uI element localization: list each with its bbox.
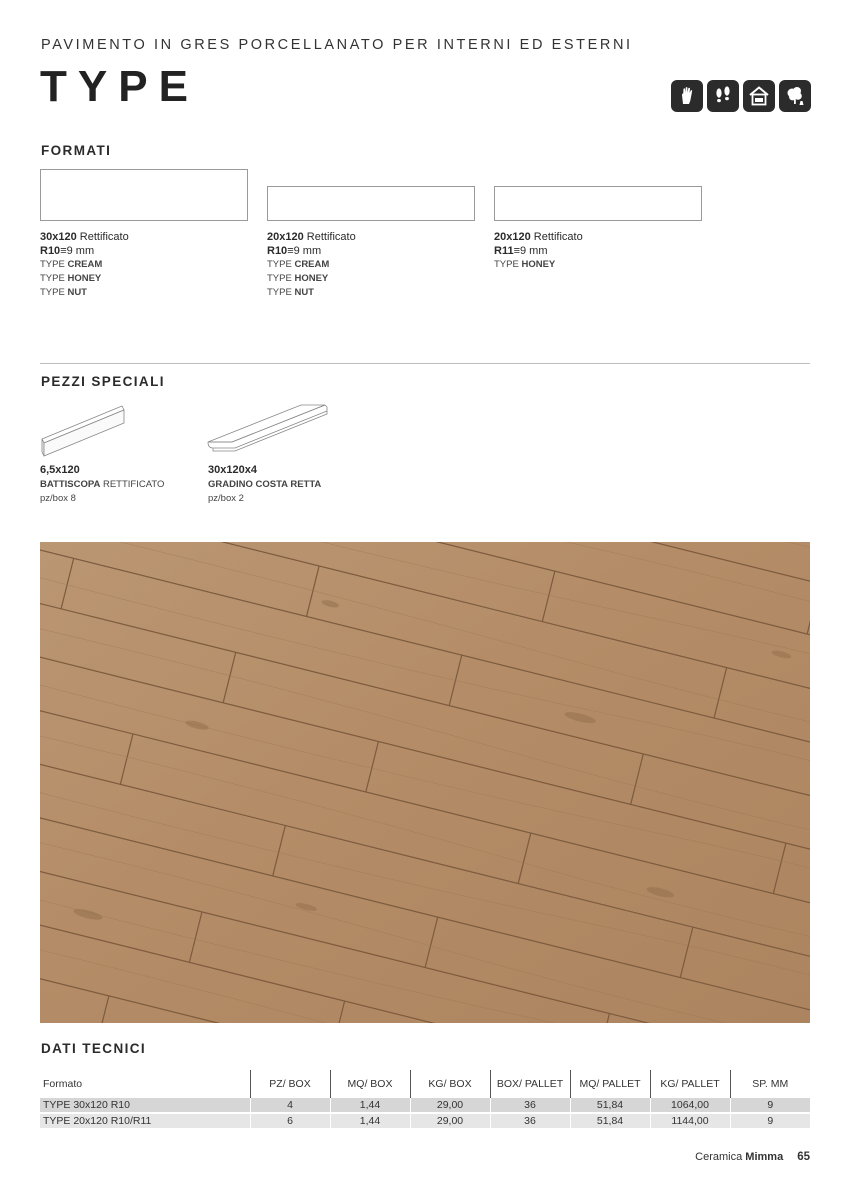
piece-size: 6,5x120 bbox=[40, 464, 80, 476]
format-info-20x120-r11 bbox=[494, 230, 583, 272]
column-header: SP. MM bbox=[730, 1070, 810, 1098]
table-cell: 36 bbox=[490, 1098, 570, 1113]
table-cell: 1,44 bbox=[330, 1098, 410, 1113]
gradino-info bbox=[208, 463, 321, 507]
pezzi-speciali-title: PEZZI SPECIALI bbox=[41, 374, 165, 389]
table-cell: 1144,00 bbox=[650, 1113, 730, 1128]
formati-title: FORMATI bbox=[41, 143, 112, 158]
gradino-drawing bbox=[205, 402, 331, 456]
format-finish: Rettificato bbox=[306, 231, 356, 243]
piece-pack: pz/box 2 bbox=[208, 493, 244, 504]
thickness-icon: ≡ bbox=[60, 245, 67, 257]
format-finish: Rettificato bbox=[79, 231, 129, 243]
slip-rating: R11 bbox=[494, 245, 514, 257]
column-header: MQ/ BOX bbox=[330, 1070, 410, 1098]
table-cell: 51,84 bbox=[570, 1113, 650, 1128]
table-cell: 9 bbox=[730, 1098, 810, 1113]
usage-icons bbox=[671, 80, 811, 112]
table-cell: 6 bbox=[250, 1113, 330, 1128]
house-icon bbox=[743, 80, 775, 112]
column-header: KG/ BOX bbox=[410, 1070, 490, 1098]
format-swatch-20x120-r10 bbox=[267, 186, 475, 221]
brand-prefix: Ceramica bbox=[695, 1151, 743, 1163]
piece-size: 30x120x4 bbox=[208, 464, 257, 476]
table-row bbox=[40, 1098, 810, 1113]
page-number: 65 bbox=[797, 1151, 810, 1163]
table-cell: 1064,00 bbox=[650, 1098, 730, 1113]
section-divider bbox=[40, 363, 810, 364]
piece-name: BATTISCOPA bbox=[40, 478, 101, 490]
page-footer bbox=[695, 1151, 810, 1163]
variant-name: NUT bbox=[67, 287, 87, 298]
table-cell: 9 bbox=[730, 1113, 810, 1128]
piece-detail: RETTIFICATO bbox=[102, 478, 165, 490]
format-swatch-20x120-r11 bbox=[494, 186, 702, 221]
footsteps-icon bbox=[707, 80, 739, 112]
variant-name: CREAM bbox=[294, 259, 330, 270]
thickness: 9 mm bbox=[293, 245, 322, 257]
format-finish: Rettificato bbox=[533, 231, 583, 243]
variant-name: NUT bbox=[294, 287, 314, 298]
variant-name: HONEY bbox=[521, 259, 556, 270]
piece-name: GRADINO COSTA RETTA bbox=[208, 478, 322, 490]
column-header: BOX/ PALLET bbox=[490, 1070, 570, 1098]
column-header: MQ/ PALLET bbox=[570, 1070, 650, 1098]
format-swatch-30x120 bbox=[40, 169, 248, 221]
column-header: KG/ PALLET bbox=[650, 1070, 730, 1098]
table-cell: TYPE 30x120 R10 bbox=[40, 1098, 250, 1113]
format-size: 20x120 bbox=[494, 231, 531, 243]
variant-prefix: TYPE bbox=[267, 287, 292, 298]
wood-plank-pattern bbox=[40, 542, 810, 1023]
table-cell: 4 bbox=[250, 1098, 330, 1113]
variant-prefix: TYPE bbox=[267, 259, 292, 270]
table-cell: 29,00 bbox=[410, 1098, 490, 1113]
variant-prefix: TYPE bbox=[267, 273, 292, 284]
thickness-icon: ≡ bbox=[287, 245, 294, 257]
battiscopa-info bbox=[40, 463, 164, 507]
column-header: PZ/ BOX bbox=[250, 1070, 330, 1098]
table-cell: 29,00 bbox=[410, 1113, 490, 1128]
thickness: 9 mm bbox=[66, 245, 95, 257]
table-cell: TYPE 20x120 R10/R11 bbox=[40, 1113, 250, 1128]
piece-pack: pz/box 8 bbox=[40, 493, 76, 504]
brand-name: Mimma bbox=[745, 1151, 784, 1163]
format-info-20x120-r10 bbox=[267, 230, 356, 300]
table-header-row bbox=[40, 1070, 810, 1098]
dati-tecnici-title: DATI TECNICI bbox=[41, 1041, 147, 1056]
floor-photo bbox=[40, 542, 810, 1023]
variant-name: CREAM bbox=[67, 259, 103, 270]
thickness-icon: ≡ bbox=[513, 245, 520, 257]
variant-name: HONEY bbox=[67, 273, 102, 284]
hand-icon bbox=[671, 80, 703, 112]
variant-prefix: TYPE bbox=[40, 287, 65, 298]
table-cell: 51,84 bbox=[570, 1098, 650, 1113]
format-info-30x120 bbox=[40, 230, 129, 300]
technical-data-table bbox=[40, 1070, 810, 1128]
column-header: Formato bbox=[43, 1078, 83, 1090]
table-cell: 1,44 bbox=[330, 1113, 410, 1128]
tree-icon bbox=[779, 80, 811, 112]
variant-name: HONEY bbox=[294, 273, 329, 284]
variant-prefix: TYPE bbox=[40, 259, 65, 270]
format-size: 30x120 bbox=[40, 231, 77, 243]
brand bbox=[695, 1151, 783, 1163]
table-row bbox=[40, 1113, 810, 1128]
table-cell: 36 bbox=[490, 1113, 570, 1128]
page-title: TYPE bbox=[40, 62, 199, 111]
slip-rating: R10 bbox=[267, 245, 288, 257]
thickness: 9 mm bbox=[520, 245, 548, 257]
variant-prefix: TYPE bbox=[494, 259, 519, 270]
battiscopa-drawing bbox=[38, 402, 130, 458]
variant-prefix: TYPE bbox=[40, 273, 65, 284]
slip-rating: R10 bbox=[40, 245, 61, 257]
page-kicker: PAVIMENTO IN GRES PORCELLANATO PER INTERNI ED ESTERNI bbox=[41, 37, 633, 53]
format-size: 20x120 bbox=[267, 231, 304, 243]
